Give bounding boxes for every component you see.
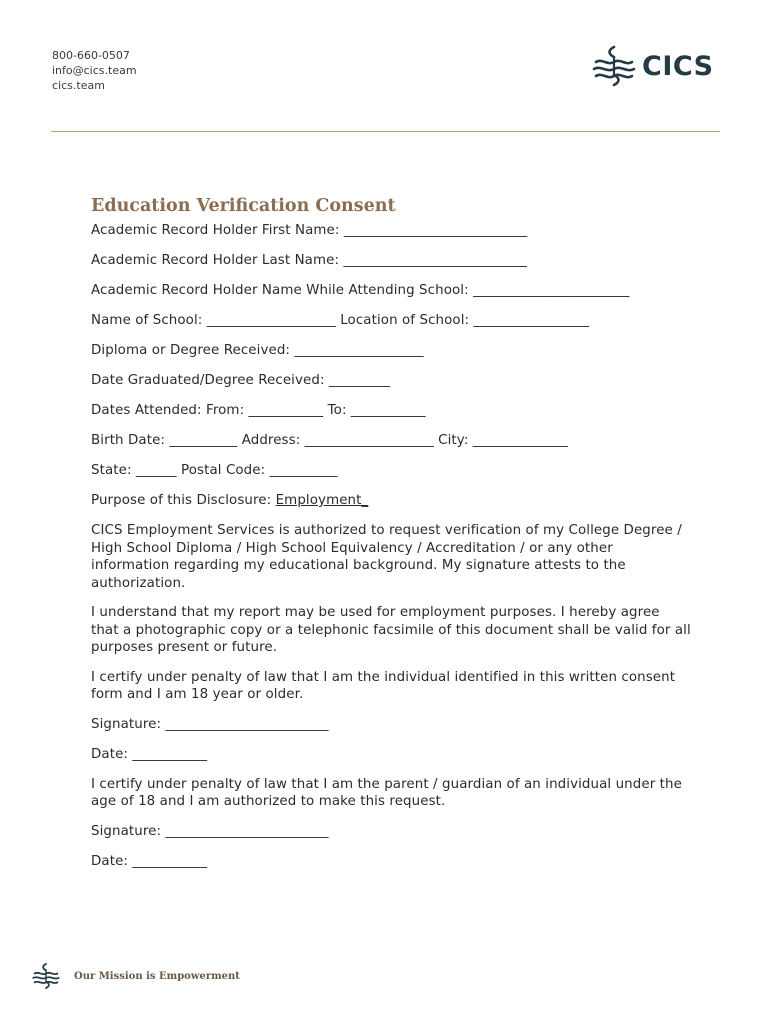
footer — [32, 962, 240, 990]
authorization-paragraph: CICS Employment Services is authorized to request verification of my College Degree / High School Diploma / High School Equivalency / Accreditation / or any other information regarding my educational background. My signature attests to the authorization. — [91, 523, 682, 591]
logo-text: CICS — [642, 50, 714, 82]
date-field-2[interactable]: Date: ___________ — [91, 853, 208, 869]
cics-wave-logo-icon — [592, 44, 636, 88]
contact-info — [52, 48, 137, 93]
first-name-field[interactable]: Academic Record Holder First Name: ___________________________ — [91, 223, 528, 238]
purpose-field — [91, 492, 691, 510]
email-address[interactable]: info@cics.team — [52, 64, 137, 77]
date-field-1[interactable]: Date: ___________ — [91, 746, 208, 762]
attending-name-field[interactable]: Academic Record Holder Name While Attending School: _______________________ — [91, 283, 630, 298]
certify-guardian-paragraph: I certify under penalty of law that I am the parent / guardian of an individual under the age of 18 and I am authorized to make this request. — [91, 776, 682, 809]
certify-self-paragraph: I certify under penalty of law that I am the individual identified in this written consent form and I am 18 year or older. — [91, 669, 676, 702]
understanding-paragraph: I understand that my report may be used for employment purposes. I hereby agree that a photographic copy or a telephonic facsimile of this document shall be valid for all purposes present or future. — [91, 605, 691, 655]
purpose-label: Purpose of this Disclosure: — [91, 493, 272, 508]
phone-number: 800-660-0507 — [52, 49, 130, 62]
page-title: Education Verification Consent — [91, 196, 396, 216]
purpose-value[interactable]: Employment_ — [275, 493, 369, 508]
school-name-location-field[interactable]: Name of School: ___________________ Location of School: _________________ — [91, 313, 590, 328]
last-name-field[interactable]: Academic Record Holder Last Name: ___________________________ — [91, 253, 527, 268]
diploma-field[interactable]: Diploma or Degree Received: ___________________ — [91, 343, 424, 358]
dates-attended-field[interactable]: Dates Attended: From: ___________ To: ___________ — [91, 403, 426, 418]
signature-field-1[interactable]: Signature: ________________________ — [91, 716, 329, 732]
signature-field-2[interactable]: Signature: ________________________ — [91, 823, 329, 839]
birth-address-city-field[interactable]: Birth Date: __________ Address: ___________________ City: ______________ — [91, 433, 568, 448]
header-divider — [51, 131, 720, 132]
cics-wave-logo-icon — [32, 962, 60, 990]
company-logo — [592, 44, 714, 88]
state-postal-field[interactable]: State: ______ Postal Code: __________ — [91, 463, 338, 478]
website-link[interactable]: cics.team — [52, 79, 105, 92]
consent-form — [91, 196, 691, 883]
footer-tagline: Our Mission is Empowerment — [74, 970, 240, 982]
date-graduated-field[interactable]: Date Graduated/Degree Received: _________ — [91, 373, 391, 388]
